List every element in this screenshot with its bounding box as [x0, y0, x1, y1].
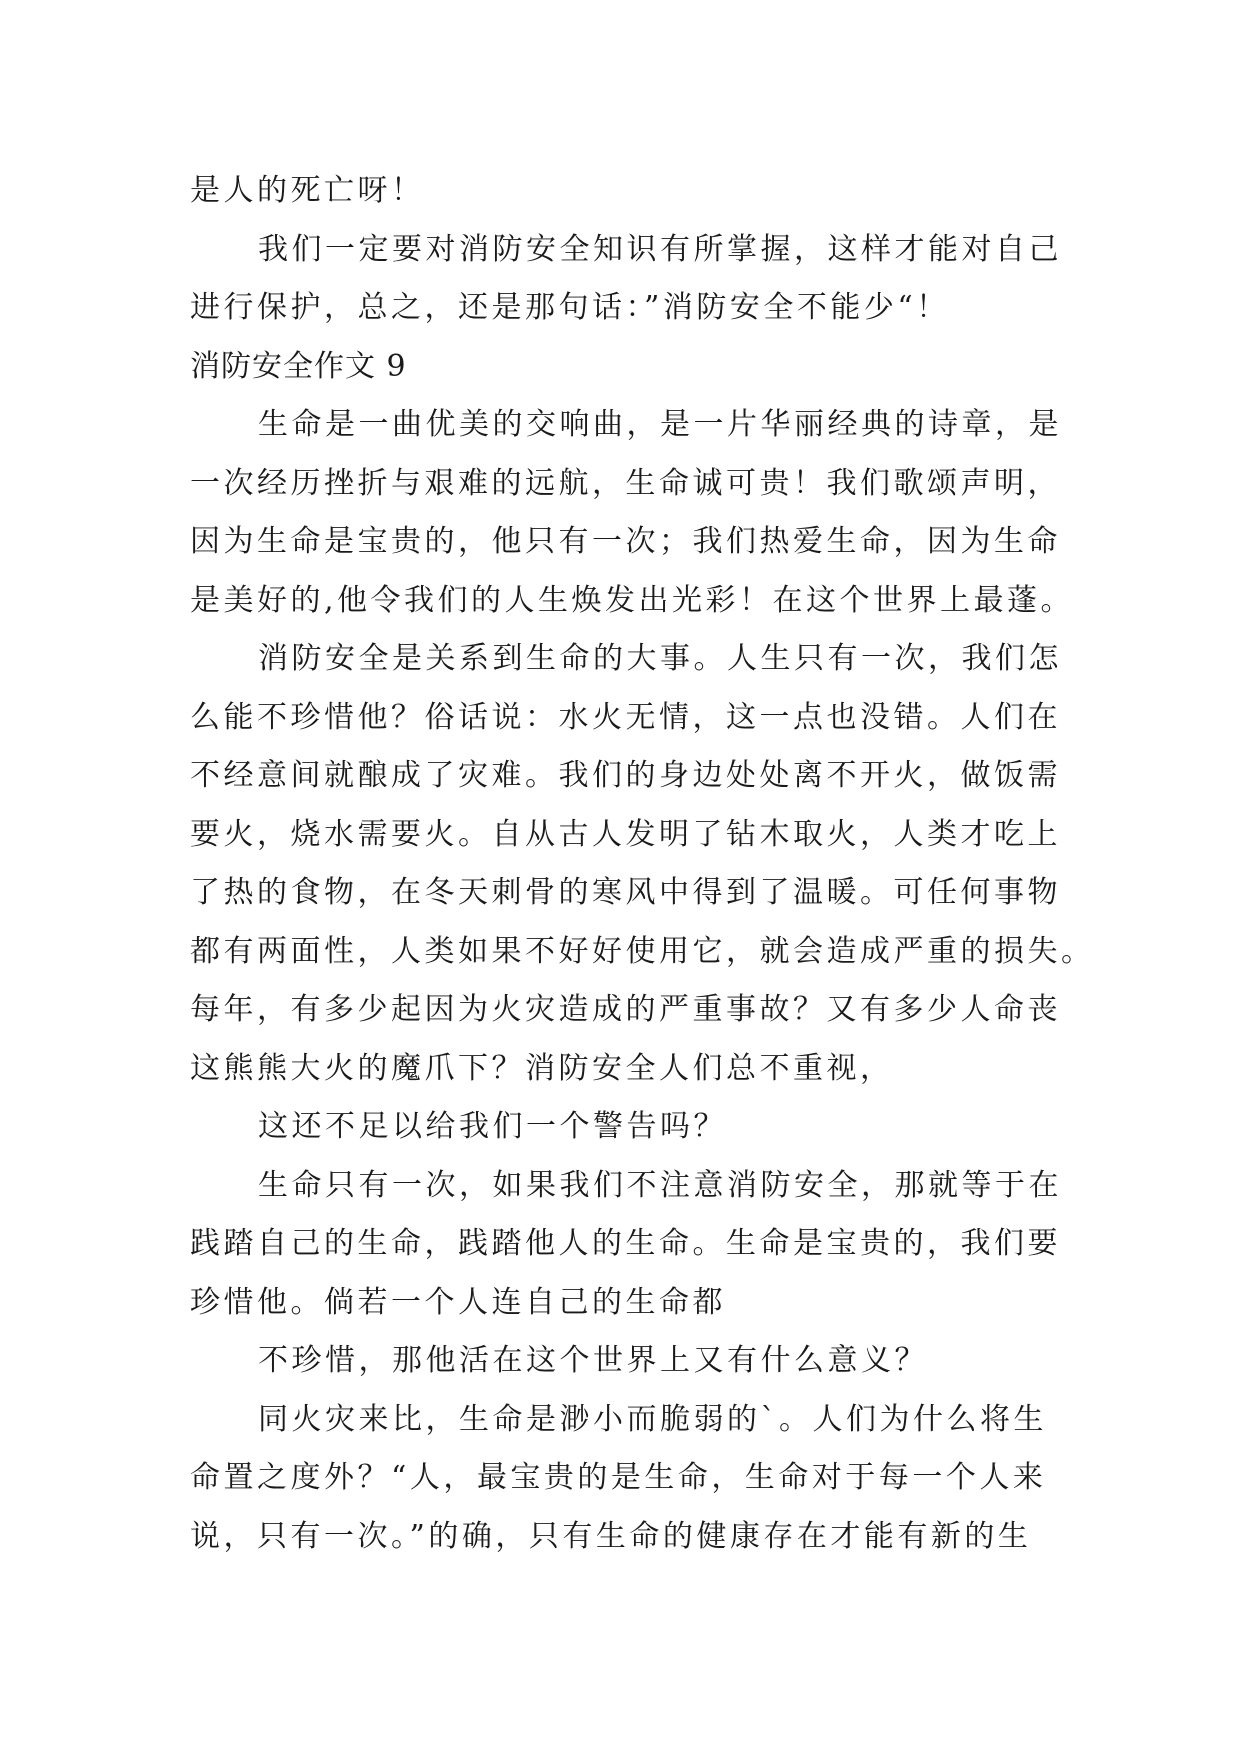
text-line: 生命只有一次，如果我们不注意消防安全，那就等于在	[258, 1167, 1062, 1203]
text-line: 践踏自己的生命，践踏他人的生命。生命是宝贵的，我们要	[190, 1226, 1061, 1261]
text-line: 这熊熊大火的魔爪下？消防安全人们总不重视，	[190, 1050, 894, 1086]
text-line: 生命是一曲优美的交响曲，是一片华丽经典的诗章，是	[258, 407, 1062, 442]
text-line: 不经意间就酿成了灾难。我们的身边处处离不开火，做饭需	[190, 758, 1061, 793]
text-line: 因为生命是宝贵的，他只有一次；我们热爱生命，因为生命	[190, 524, 1061, 559]
text-line: 我们一定要对消防安全知识有所掌握，这样才能对自己	[258, 231, 1062, 267]
text-line: 同火灾来比，生命是渺小而脆弱的`。人们为什么将生	[258, 1401, 1047, 1437]
text-line: 说，只有一次。”的确，只有生命的健康存在才能有新的生	[190, 1518, 1032, 1554]
text-line: 每年，有多少起因为火灾造成的严重事故？又有多少人命丧	[190, 992, 1061, 1027]
text-line: 是人的死亡呀！	[190, 173, 425, 208]
text-line: 进行保护，总之，还是那句话：”消防安全不能少“！	[190, 290, 950, 325]
text-line: 命置之度外？“人，最宝贵的是生命，生命对于每一个人来	[190, 1460, 1047, 1495]
text-line: 不珍惜，那他活在这个世界上又有什么意义？	[258, 1343, 928, 1378]
text-line: 一次经历挫折与艰难的远航，生命诚可贵！我们歌颂声明，	[190, 465, 1061, 501]
text-line: 么能不珍惜他？俗话说：水火无情，这一点也没错。人们在	[190, 699, 1061, 735]
text-line: 珍惜他。倘若一个人连自己的生命都	[190, 1284, 726, 1320]
document-body	[190, 162, 1095, 1566]
text-line: 了热的食物，在冬天刺骨的寒风中得到了温暖。可任何事物	[190, 875, 1061, 910]
text-line: 都有两面性，人类如果不好好使用它，就会造成严重的损失。	[190, 933, 1095, 969]
text-line: 要火，烧水需要火。自从古人发明了钻木取火，人类才吃上	[190, 816, 1061, 852]
text-line: 是美好的,他令我们的人生焕发出光彩！在这个世界上最蓬。	[190, 582, 1075, 618]
text-line: 这还不足以给我们一个警告吗？	[258, 1109, 727, 1144]
text-line: 消防安全是关系到生命的大事。人生只有一次，我们怎	[258, 641, 1062, 676]
section-heading: 消防安全作文 9	[190, 348, 407, 384]
